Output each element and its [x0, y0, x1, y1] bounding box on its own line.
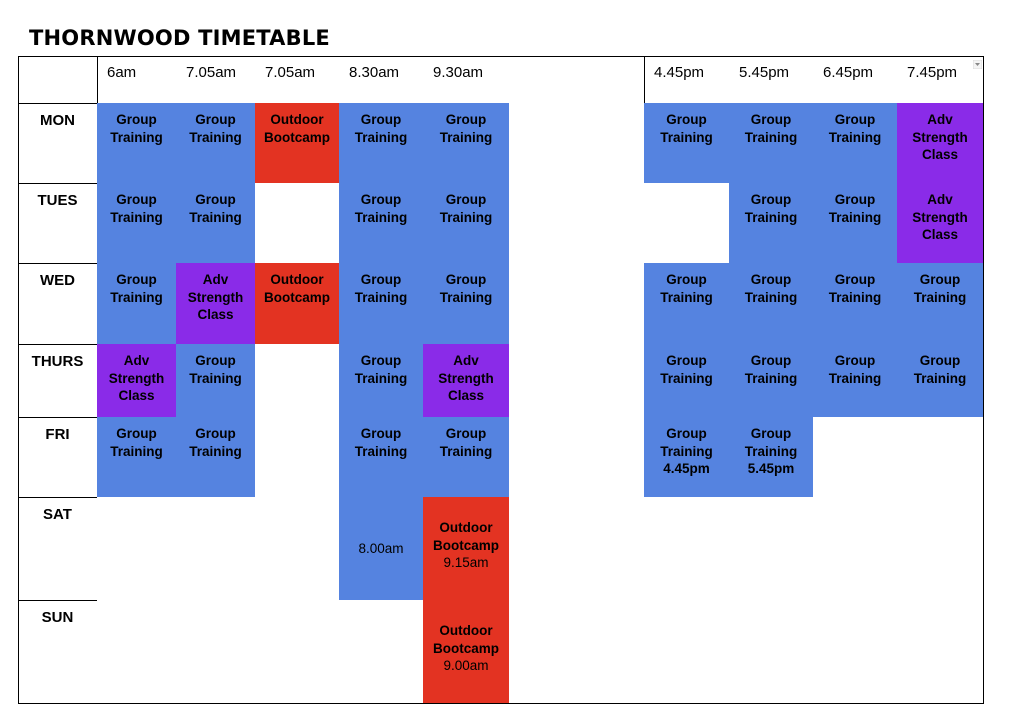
class-line: 9.15am: [443, 555, 489, 570]
class-line: Bootcamp: [432, 537, 499, 553]
empty-slot: [509, 497, 645, 601]
class-text: [426, 425, 506, 460]
class-slot-group[interactable]: [97, 183, 177, 264]
class-slot-group[interactable]: [97, 417, 177, 498]
class-line: 8.00am: [358, 540, 404, 556]
class-line: Group: [834, 112, 876, 127]
class-line: Group: [834, 192, 876, 207]
class-line: Training: [913, 370, 967, 386]
empty-slot: [813, 600, 898, 704]
class-line: Group: [195, 426, 236, 441]
class-line: Training: [744, 129, 798, 145]
class-slot-group[interactable]: [644, 263, 730, 345]
class-line: Group: [445, 426, 487, 441]
class-slot-bootcamp[interactable]: [255, 263, 340, 345]
class-line: Strength: [912, 129, 968, 145]
class-text: [426, 352, 506, 405]
class-slot-group[interactable]: [644, 417, 730, 498]
empty-slot: [897, 497, 984, 601]
class-line: Class: [447, 388, 485, 403]
class-line: Training: [189, 209, 242, 225]
dropdown-arrow-icon[interactable]: [973, 60, 982, 69]
class-line: Training: [660, 443, 713, 459]
empty-slot: [729, 600, 814, 704]
class-line: Group: [750, 272, 792, 287]
class-text: [342, 425, 420, 460]
class-text: [816, 271, 894, 306]
time-header: 9.30am: [423, 56, 510, 104]
class-line: Group: [750, 112, 792, 127]
empty-slot: [255, 497, 340, 601]
class-slot-group[interactable]: [97, 263, 177, 345]
class-text: [258, 111, 336, 146]
day-label-tues: TUES: [18, 183, 98, 264]
class-slot-strength[interactable]: [897, 183, 984, 264]
empty-slot: [509, 600, 645, 704]
class-text: [816, 111, 894, 146]
day-label-sat: SAT: [18, 497, 98, 601]
empty-slot: [897, 600, 984, 704]
class-line: Group: [360, 426, 402, 441]
class-slot-group[interactable]: [339, 344, 424, 418]
class-line: Training: [828, 289, 882, 305]
class-text: [179, 111, 252, 146]
class-line: Group: [195, 112, 236, 127]
class-line: 5.45pm: [747, 461, 795, 476]
class-line: Training: [354, 443, 408, 459]
class-line: Outdoor: [439, 520, 493, 535]
class-line: Training: [439, 129, 493, 145]
class-text: [900, 191, 980, 244]
class-line: Training: [354, 209, 408, 225]
class-slot-group[interactable]: [729, 103, 814, 184]
class-text: [732, 191, 810, 226]
empty-slot: [339, 600, 424, 704]
class-line: Group: [445, 272, 487, 287]
class-slot-group[interactable]: [423, 183, 510, 264]
class-text: [647, 352, 726, 387]
class-line: Group: [445, 112, 487, 127]
class-text: [179, 191, 252, 226]
class-slot-group[interactable]: [813, 344, 898, 418]
empty-slot: [255, 600, 340, 704]
class-text: [816, 191, 894, 226]
class-line: Adv: [453, 353, 479, 368]
empty-slot: [176, 600, 256, 704]
class-line: Training: [189, 129, 242, 145]
class-slot-group[interactable]: [176, 183, 256, 264]
class-slot-strength[interactable]: [97, 344, 177, 418]
class-text: [100, 425, 173, 460]
class-text: [179, 425, 252, 460]
empty-slot: [97, 497, 177, 601]
class-slot-group[interactable]: [423, 103, 510, 184]
class-slot-group[interactable]: [339, 183, 424, 264]
class-text: [342, 191, 420, 226]
class-slot-group[interactable]: [423, 417, 510, 498]
class-line: Group: [116, 426, 157, 441]
day-label-mon: MON: [18, 103, 98, 184]
corner-cell: [18, 56, 98, 104]
class-line: Training: [744, 289, 798, 305]
class-line: Training: [744, 443, 798, 459]
class-slot-bootcamp[interactable]: [423, 600, 510, 704]
empty-slot: [644, 600, 730, 704]
class-text: [647, 425, 726, 478]
class-line: Group: [195, 353, 236, 368]
class-line: Group: [666, 272, 707, 287]
class-line: Training: [439, 289, 493, 305]
day-label-sun: SUN: [18, 600, 98, 704]
class-text: [358, 540, 403, 558]
empty-slot: [255, 417, 340, 498]
class-line: Training: [744, 370, 798, 386]
class-slot-group[interactable]: [176, 344, 256, 418]
empty-slot: [813, 417, 898, 498]
class-text: [426, 191, 506, 226]
class-line: Training: [110, 443, 163, 459]
class-slot-group[interactable]: [897, 344, 984, 418]
class-line: Outdoor: [439, 623, 493, 638]
class-line: 9.00am: [443, 658, 489, 673]
class-line: Class: [118, 388, 155, 403]
class-text: [732, 111, 810, 146]
class-line: Strength: [438, 370, 494, 386]
empty-slot: [255, 344, 340, 418]
class-line: Training: [439, 443, 493, 459]
class-line: Adv: [123, 353, 150, 368]
class-line: Class: [921, 227, 959, 242]
time-header: 6am: [97, 56, 177, 104]
class-line: Bootcamp: [432, 640, 499, 656]
class-slot-group[interactable]: [813, 263, 898, 345]
class-line: Outdoor: [270, 112, 324, 127]
class-slot-group[interactable]: [644, 103, 730, 184]
empty-slot: [644, 497, 730, 601]
time-header: 8.30am: [339, 56, 424, 104]
empty-slot: [509, 344, 645, 418]
time-header: 4.45pm: [644, 56, 730, 104]
class-text: [179, 352, 252, 387]
time-header: 7.05am: [176, 56, 256, 104]
class-line: Group: [750, 192, 792, 207]
class-slot-group[interactable]: [729, 417, 814, 498]
class-line: Group: [834, 272, 876, 287]
class-slot-strength[interactable]: [423, 344, 510, 418]
class-line: Training: [744, 209, 798, 225]
empty-slot: [509, 417, 645, 498]
class-line: Group: [750, 353, 792, 368]
class-line: Group: [116, 112, 157, 127]
empty-slot: [509, 263, 645, 345]
class-text: [900, 111, 980, 164]
class-slot-group[interactable]: [897, 263, 984, 345]
class-line: Group: [445, 192, 487, 207]
class-text: [732, 271, 810, 306]
class-text: [100, 271, 173, 306]
class-line: Strength: [912, 209, 968, 225]
day-label-fri: FRI: [18, 417, 98, 498]
empty-slot: [644, 183, 730, 264]
class-text: [816, 352, 894, 387]
page-title: THORNWOOD TIMETABLE: [29, 26, 330, 50]
class-slot-group[interactable]: [729, 263, 814, 345]
class-text: [342, 271, 420, 306]
class-line: Bootcamp: [263, 289, 330, 305]
class-line: Training: [110, 209, 163, 225]
class-text: [426, 622, 506, 675]
class-text: [342, 352, 420, 387]
time-header: [509, 56, 645, 104]
class-line: Training: [660, 289, 713, 305]
time-header: 7.45pm: [897, 56, 984, 104]
class-line: Group: [750, 426, 792, 441]
class-line: Group: [195, 192, 236, 207]
class-line: Group: [666, 353, 707, 368]
class-text: [647, 271, 726, 306]
class-line: Strength: [108, 370, 165, 386]
class-line: Adv: [927, 192, 953, 207]
class-line: Class: [921, 147, 959, 162]
class-line: Training: [660, 129, 713, 145]
class-line: Training: [110, 289, 163, 305]
class-line: 4.45pm: [663, 461, 710, 476]
class-line: Group: [116, 272, 157, 287]
class-slot-strength[interactable]: [176, 263, 256, 345]
class-line: Training: [189, 370, 242, 386]
class-line: Training: [354, 370, 408, 386]
class-slot-bootcamp[interactable]: [255, 103, 340, 184]
class-text: [900, 352, 980, 387]
time-header: 7.05am: [255, 56, 340, 104]
class-slot-group[interactable]: [729, 183, 814, 264]
day-label-wed: WED: [18, 263, 98, 345]
class-line: Training: [828, 370, 882, 386]
class-slot-group[interactable]: [339, 497, 424, 601]
class-slot-group[interactable]: [813, 183, 898, 264]
class-slot-group[interactable]: [644, 344, 730, 418]
class-text: [258, 271, 336, 306]
class-line: Training: [660, 370, 713, 386]
class-line: Adv: [202, 272, 229, 287]
class-slot-group[interactable]: [339, 263, 424, 345]
empty-slot: [897, 417, 984, 498]
class-line: Group: [360, 272, 402, 287]
class-line: Class: [197, 307, 234, 322]
time-header: 6.45pm: [813, 56, 898, 104]
empty-slot: [97, 600, 177, 704]
class-text: [342, 111, 420, 146]
empty-slot: [176, 497, 256, 601]
class-line: Group: [360, 353, 402, 368]
day-label-thurs: THURS: [18, 344, 98, 418]
class-text: [100, 191, 173, 226]
class-line: Training: [354, 289, 408, 305]
empty-slot: [509, 103, 645, 184]
empty-slot: [255, 183, 340, 264]
class-line: Group: [666, 112, 707, 127]
empty-slot: [813, 497, 898, 601]
class-text: [647, 111, 726, 146]
class-slot-group[interactable]: [176, 417, 256, 498]
class-line: Training: [913, 289, 967, 305]
class-slot-bootcamp[interactable]: [423, 497, 510, 601]
empty-slot: [729, 497, 814, 601]
class-line: Training: [439, 209, 493, 225]
class-text: [426, 271, 506, 306]
class-line: Group: [919, 272, 961, 287]
class-text: [732, 352, 810, 387]
class-line: Training: [354, 129, 408, 145]
class-text: [426, 111, 506, 146]
class-line: Training: [828, 129, 882, 145]
class-slot-group[interactable]: [729, 344, 814, 418]
class-text: [426, 519, 506, 572]
class-slot-group[interactable]: [423, 263, 510, 345]
class-text: [100, 111, 173, 146]
class-line: Group: [360, 192, 402, 207]
class-text: [100, 352, 173, 405]
class-line: Training: [110, 129, 163, 145]
class-line: Training: [189, 443, 242, 459]
class-slot-group[interactable]: [339, 103, 424, 184]
class-line: Training: [828, 209, 882, 225]
class-line: Group: [666, 426, 707, 441]
class-slot-group[interactable]: [176, 103, 256, 184]
time-header: 5.45pm: [729, 56, 814, 104]
class-slot-group[interactable]: [813, 103, 898, 184]
class-line: Group: [919, 353, 961, 368]
class-line: Adv: [927, 112, 953, 127]
class-slot-group[interactable]: [97, 103, 177, 184]
empty-slot: [509, 183, 645, 264]
class-line: Outdoor: [270, 272, 324, 287]
class-line: Group: [834, 353, 876, 368]
class-text: [179, 271, 252, 324]
class-line: Strength: [187, 289, 244, 305]
class-line: Bootcamp: [263, 129, 330, 145]
class-slot-strength[interactable]: [897, 103, 984, 184]
class-text: [732, 425, 810, 478]
class-line: Group: [360, 112, 402, 127]
class-line: Group: [116, 192, 157, 207]
class-slot-group[interactable]: [339, 417, 424, 498]
class-text: [900, 271, 980, 306]
